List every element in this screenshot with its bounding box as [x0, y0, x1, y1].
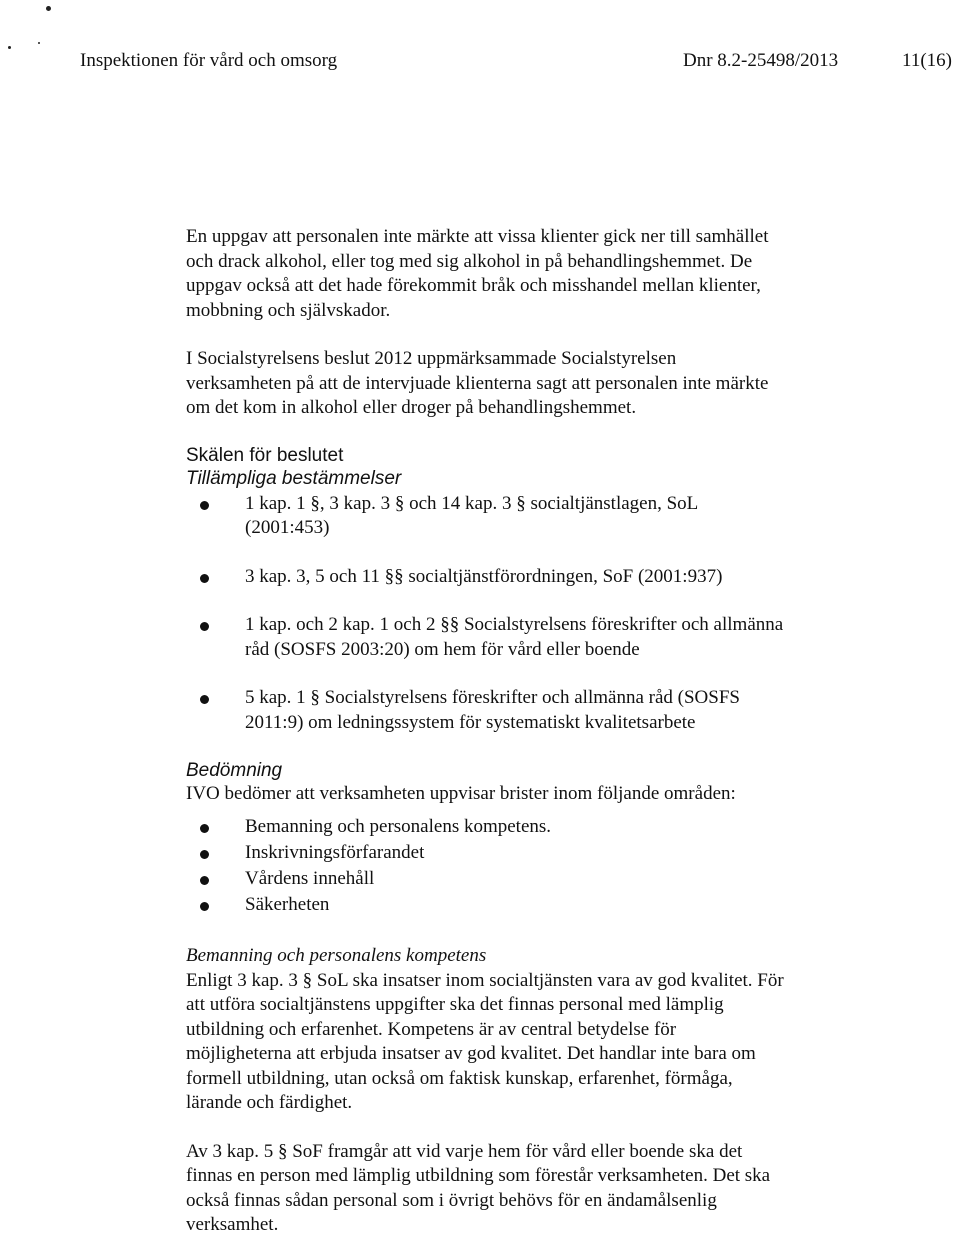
subsection-title: Tillämpliga bestämmelser — [186, 467, 402, 489]
document-body — [186, 225, 786, 1238]
scan-speck — [8, 46, 11, 49]
list-item: 5 kap. 1 § Socialstyrelsens föreskrifter och allmänna råd (SOSFS 2011:9) om ledningssystem för systematiskt kvalitetsarbete — [186, 686, 786, 735]
section-title: Skälen för beslutet — [186, 444, 344, 466]
staffing-title: Bemanning och personalens kompetens — [186, 945, 487, 966]
list-item: 1 kap. och 2 kap. 1 och 2 §§ Socialstyrelsens föreskrifter och allmänna råd (SOSFS 2003:20) om hem för vård eller boende — [186, 613, 786, 662]
scan-speck — [38, 42, 40, 44]
header-organization: Inspektionen för vård och omsorg — [80, 50, 338, 71]
header-page-number: 11(16) — [902, 50, 952, 71]
assessment-intro: IVO bedömer att verksamheten uppvisar brister inom följande områden: — [186, 783, 736, 804]
assessment-areas-list — [186, 815, 786, 918]
paragraph: I Socialstyrelsens beslut 2012 uppmärksammade Socialstyrelsen verksamheten på att de intervjuade klienterna sagt att personalen inte märkte om det kom in alkohol eller droger på behandlingshemmet. — [186, 348, 769, 418]
list-item: 1 kap. 1 §, 3 kap. 3 § och 14 kap. 3 § socialtjänstlagen, SoL (2001:453) — [186, 492, 786, 541]
list-item: Inskrivningsförfarandet — [186, 841, 786, 866]
assessment-title: Bedömning — [186, 760, 283, 781]
list-item: Säkerheten — [186, 893, 786, 918]
list-item: Vårdens innehåll — [186, 867, 786, 892]
list-item: 3 kap. 3, 5 och 11 §§ socialtjänstförordningen, SoF (2001:937) — [186, 565, 786, 590]
page-header — [80, 50, 952, 76]
header-dnr: Dnr 8.2-25498/2013 — [683, 50, 839, 71]
list-item: Bemanning och personalens kompetens. — [186, 815, 786, 840]
paragraph: Enligt 3 kap. 3 § SoL ska insatser inom socialtjänsten vara av god kvalitet. För att utföra socialtjänstens uppgifter ska det finnas personal med lämplig utbildning och erfarenhet. Kompetens är av central betydelse för möjligheterna att erbjuda insatser av god kvalitet. Det handlar inte bara om formell utbildning, utan också om faktisk kunskap, erfarenhet, förmåga, lärande och färdighet. — [186, 969, 784, 1113]
paragraph: En uppgav att personalen inte märkte att vissa klienter gick ner till samhället och drack alkohol, eller tog med sig alkohol in på behandlingshemmet. De uppgav också att det hade förekommit bråk och misshandel mellan klienter, mobbning och självskador. — [186, 226, 769, 321]
paragraph: Av 3 kap. 5 § SoF framgår att vid varje hem för vård eller boende ska det finnas en person med lämplig utbildning som förestår verksamheten. Det ska också finnas sådan personal som i övrigt behövs för en ändamålsenlig verksamhet. — [186, 1140, 771, 1235]
scan-speck — [46, 6, 51, 11]
regulations-list — [186, 492, 786, 736]
